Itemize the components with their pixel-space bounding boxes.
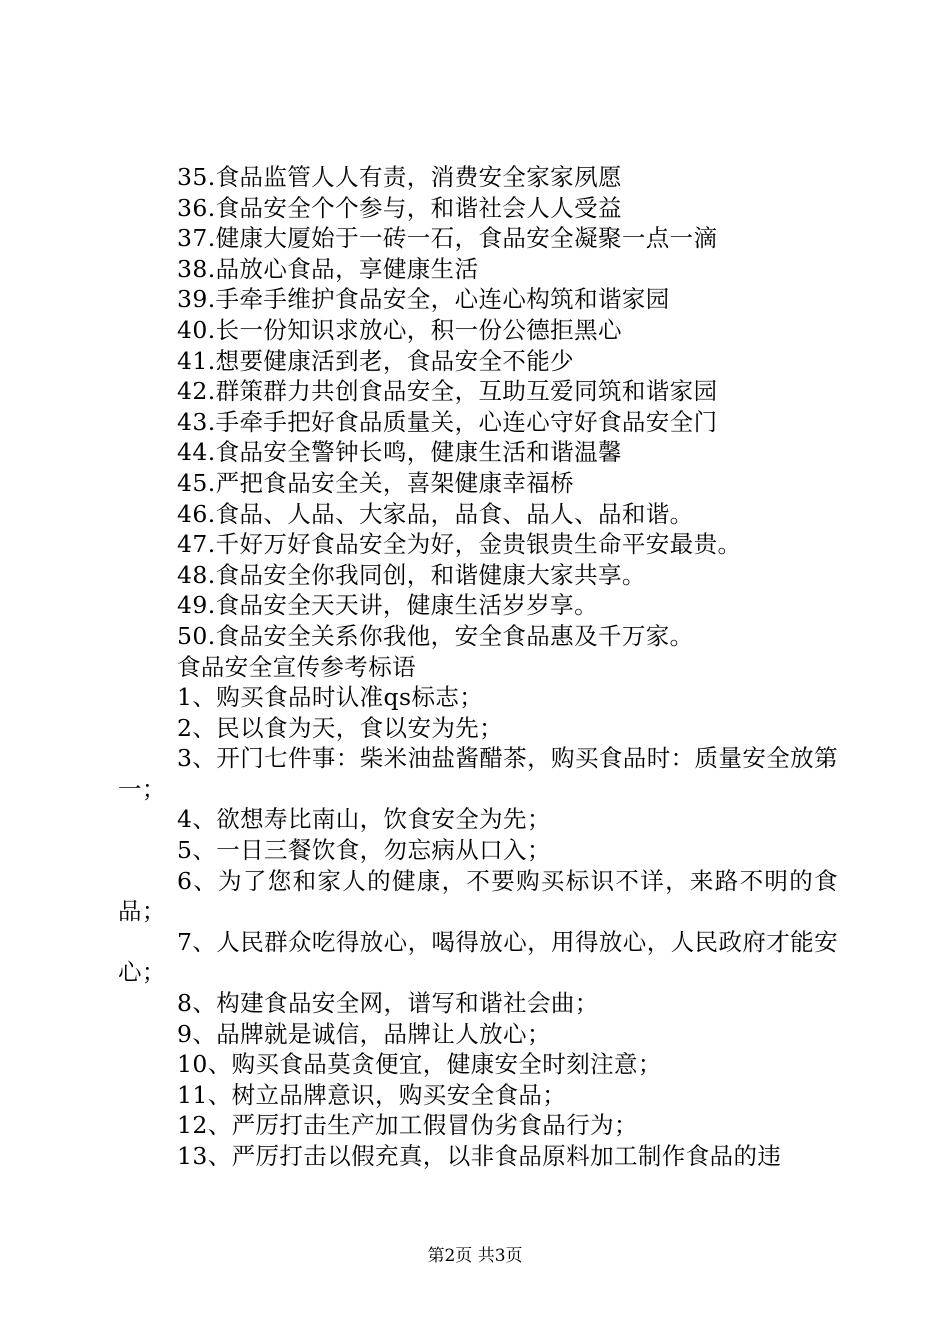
slogan-line: 5、一日三餐饮食，勿忘病从口入； <box>177 836 551 865</box>
slogan-line: 12、严厉打击生产加工假冒伪劣食品行为； <box>177 1111 638 1140</box>
slogan-line: 37.健康大厦始于一砖一石，食品安全凝聚一点一滴 <box>177 224 718 253</box>
slogan-line: 41.想要健康活到老，食品安全不能少 <box>177 346 575 375</box>
slogan-line: 2、民以食为天，食以安为先； <box>177 713 504 742</box>
slogan-line: 46.食品、人品、大家品，品食、品人、品和谐。 <box>177 499 694 528</box>
slogan-line: 35.食品监管人人有责，消费安全家家夙愿 <box>177 163 622 191</box>
slogan-line: 6、为了您和家人的健康，不要购买标识不详，来路不明的食品； <box>118 866 838 926</box>
page-number-label: 第2页 共3页 <box>427 1246 523 1266</box>
slogan-line: 4、欲想寿比南山，饮食安全为先； <box>177 805 551 834</box>
slogan-line: 44.食品安全警钟长鸣，健康生活和谐温馨 <box>177 438 622 467</box>
slogan-line: 40.长一份知识求放心，积一份公德拒黑心 <box>177 315 622 344</box>
slogan-line: 43.手牵手把好食品质量关，心连心守好食品安全门 <box>177 407 718 436</box>
slogan-line: 48.食品安全你我同创，和谐健康大家共享。 <box>177 560 646 589</box>
slogan-line: 45.严把食品安全关，喜架健康幸福桥 <box>177 468 575 497</box>
slogan-line: 42.群策群力共创食品安全，互助互爱同筑和谐家园 <box>177 377 718 406</box>
slogan-line: 49.食品安全天天讲，健康生活岁岁享。 <box>177 591 598 620</box>
slogan-line: 11、树立品牌意识，购买安全食品； <box>177 1080 567 1109</box>
slogan-line: 36.食品安全个个参与，和谐社会人人受益 <box>177 193 622 222</box>
document-body <box>118 162 838 1172</box>
slogan-line: 13、严厉打击以假充真，以非食品原料加工制作食品的违 <box>177 1142 782 1170</box>
section-heading: 食品安全宣传参考标语 <box>177 652 416 681</box>
slogan-line: 3、开门七件事：柴米油盐酱醋茶，购买食品时：质量安全放第一； <box>118 744 838 803</box>
slogan-line: 38.品放心食品，享健康生活 <box>177 254 479 283</box>
slogan-line: 1、购买食品时认准qs标志； <box>177 683 484 712</box>
page-footer <box>0 1245 950 1267</box>
slogan-line: 39.手牵手维护食品安全，心连心构筑和谐家园 <box>177 285 670 314</box>
slogan-line: 47.千好万好食品安全为好，金贵银贵生命平安最贵。 <box>177 530 742 559</box>
slogan-line: 50.食品安全关系你我他，安全食品惠及千万家。 <box>177 621 694 650</box>
slogan-line: 8、构建食品安全网，谱写和谐社会曲； <box>177 989 599 1018</box>
slogan-line: 7、人民群众吃得放心，喝得放心，用得放心，人民政府才能安心； <box>118 927 838 987</box>
slogan-line: 9、品牌就是诚信，品牌让人放心； <box>177 1019 551 1048</box>
slogan-line: 10、购买食品莫贪便宜，健康安全时刻注意； <box>177 1050 662 1079</box>
